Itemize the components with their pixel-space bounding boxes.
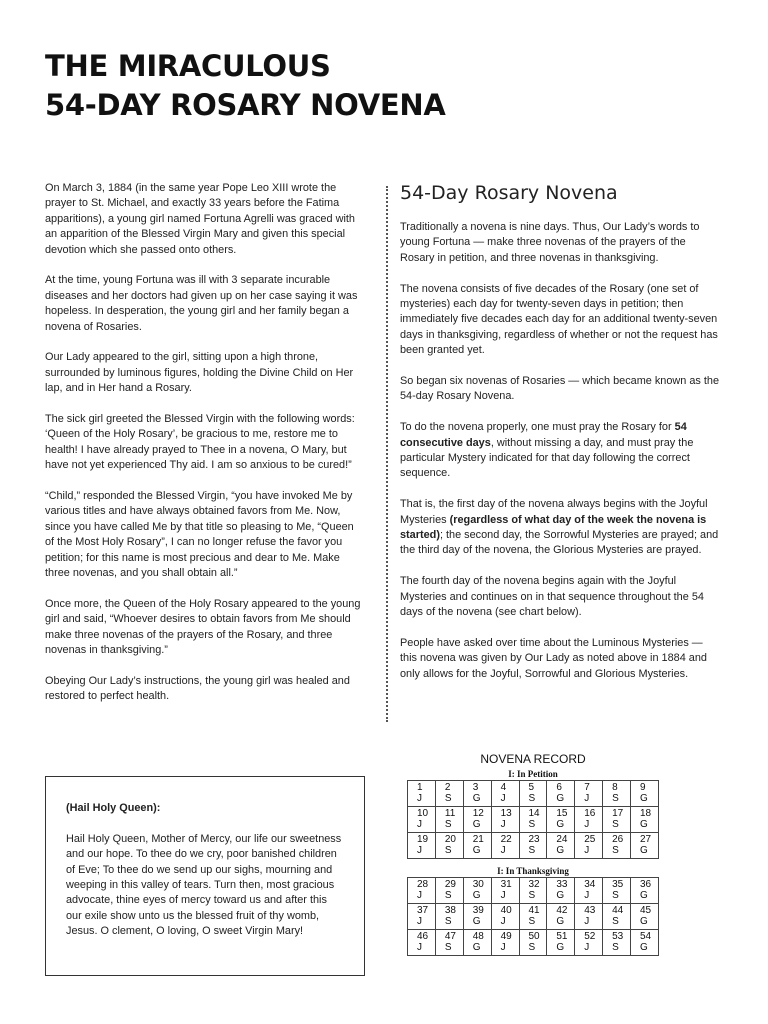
day-number: 28 — [417, 879, 429, 890]
day-number: 20 — [444, 834, 456, 845]
day-number: 53 — [612, 931, 624, 942]
day-number: 6 — [556, 782, 562, 793]
mystery-letter: G — [556, 942, 565, 953]
day-cell — [491, 781, 519, 807]
day-cell — [491, 833, 519, 859]
mystery-letter: J — [584, 916, 590, 927]
day-cell — [631, 833, 659, 859]
mystery-letter: S — [612, 793, 619, 804]
day-cell — [435, 904, 463, 930]
day-cell — [547, 878, 575, 904]
history-paragraph: Once more, the Queen of the Holy Rosary appeared to the young girl and said, “Whoever desires to obtain favors from Me should make three novenas of the prayers of the Rosary, and three novenas in thanksgiving.” — [45, 597, 361, 657]
day-cell — [491, 904, 519, 930]
day-cell — [575, 807, 603, 833]
text-run: To do the novena properly, one must pray the Rosary for — [400, 421, 675, 434]
grid-row — [408, 878, 659, 904]
mystery-letter: J — [417, 916, 422, 927]
history-paragraph: At the time, young Fortuna was ill with 3 separate incurable diseases and her doctors had given up on her case saying it was hopeless. In desperation, the young girl and her family began a novena of Rosaries. — [45, 274, 358, 333]
instruction-paragraph: People have asked over time about the Luminous Mysteries — this novena was given by Our Lady as noted above in 1884 and only allows for the Joyful, Sorrowful and Glorious Mysteries. — [400, 636, 707, 680]
day-number: 12 — [472, 808, 484, 819]
mystery-letter: S — [444, 942, 452, 953]
mystery-letter: J — [500, 845, 506, 856]
day-cell — [603, 807, 631, 833]
day-number: 50 — [528, 931, 540, 942]
mystery-letter: J — [584, 819, 590, 830]
day-number: 5 — [528, 782, 535, 793]
mystery-letter: J — [584, 793, 590, 804]
history-paragraph: The sick girl greeted the Blessed Virgin with the following words: ‘Queen of the Holy Rosary’, be gracious to me, restore me to health! I have already prayed to Thee in a novena, O Mary, but have not yet experienced Thy aid. I am so anxious to be cured!” — [45, 413, 355, 472]
day-cell — [603, 833, 631, 859]
history-paragraph: “Child,” responded the Blessed Virgin, “you have invoked Me by various titles and have always obtained favors from Me. Now, since you have called Me by that title so pleasing to Me, “Queen of the Most Holy Rosary”, I can no longer refuse the favor you petition; for this name is most precious and dear to Me. Make three novenas, and you shall obtain all.” — [45, 490, 354, 580]
instruction-paragraph — [400, 497, 722, 559]
day-cell — [575, 930, 603, 956]
grid-row — [408, 781, 659, 807]
page-title — [45, 47, 685, 125]
day-cell — [463, 833, 491, 859]
day-number: 23 — [528, 834, 540, 845]
mystery-letter: S — [444, 845, 452, 856]
day-number: 10 — [417, 808, 429, 819]
thanksgiving-grid — [407, 877, 659, 956]
day-number: 24 — [556, 834, 568, 845]
mystery-letter: S — [528, 890, 536, 901]
day-number: 46 — [417, 931, 429, 942]
day-number: 18 — [640, 808, 652, 819]
day-number: 25 — [584, 834, 596, 845]
prayer-heading: (Hail Holy Queen): — [66, 802, 161, 814]
day-number: 40 — [500, 905, 512, 916]
hail-holy-queen-box — [45, 776, 365, 976]
grid-row — [408, 807, 659, 833]
prayer-text: Hail Holy Queen, Mother of Mercy, our life our sweetness and our hope. To thee do we cry, poor banished children of Eve; To thee do we send up our sighs, mourning and weeping in this valley of tears. Turn then, most gracious advocate, thine eyes of mercy toward us and after this our exile show unto us the blessed fruit of thy womb, Jesus. O clement, O loving, O sweet Virgin Mary! — [66, 832, 342, 938]
instruction-paragraph: So began six novenas of Rosaries — which became known as the 54-day Rosary Novena. — [400, 375, 720, 403]
day-number: 51 — [556, 931, 568, 942]
day-cell — [631, 904, 659, 930]
day-cell — [463, 930, 491, 956]
thanksgiving-title: I: In Thanksgiving — [497, 866, 569, 876]
day-cell — [575, 781, 603, 807]
mystery-letter: G — [640, 916, 648, 927]
mystery-letter: J — [417, 793, 422, 804]
day-cell — [435, 807, 463, 833]
day-number: 11 — [444, 808, 456, 819]
day-number: 42 — [556, 905, 568, 916]
day-cell — [519, 807, 547, 833]
day-number: 49 — [500, 931, 512, 942]
mystery-letter: S — [612, 845, 619, 856]
day-number: 37 — [417, 905, 429, 916]
mystery-letter: G — [472, 793, 481, 804]
day-number: 36 — [640, 879, 652, 890]
day-number: 52 — [584, 931, 596, 942]
day-cell — [631, 930, 659, 956]
mystery-letter: S — [612, 916, 619, 927]
day-cell — [519, 930, 547, 956]
mystery-letter: J — [417, 845, 422, 856]
bold-text-run: 54 consecutive days — [400, 421, 687, 449]
mystery-letter: G — [556, 793, 565, 804]
day-cell — [519, 904, 547, 930]
day-cell — [603, 781, 631, 807]
day-cell — [463, 878, 491, 904]
day-number: 43 — [584, 905, 596, 916]
day-number: 9 — [640, 782, 646, 793]
history-column — [45, 181, 363, 720]
day-number: 31 — [500, 879, 512, 890]
instructions-column — [400, 180, 722, 697]
day-cell — [463, 807, 491, 833]
text-run: , without missing a day, and must pray the particular Mystery indicated for that day following the correct sequence. — [400, 436, 694, 480]
day-number: 45 — [640, 905, 652, 916]
day-cell — [547, 930, 575, 956]
day-cell — [491, 878, 519, 904]
day-number: 39 — [472, 905, 484, 916]
day-number: 3 — [472, 782, 479, 793]
day-cell — [547, 833, 575, 859]
day-number: 41 — [528, 905, 540, 916]
day-number: 32 — [528, 879, 540, 890]
day-number: 27 — [640, 834, 652, 845]
day-number: 2 — [444, 782, 451, 793]
mystery-letter: G — [640, 845, 648, 856]
day-number: 15 — [556, 808, 568, 819]
day-number: 34 — [584, 879, 596, 890]
mystery-letter: G — [640, 819, 648, 830]
day-number: 21 — [472, 834, 484, 845]
day-cell — [408, 878, 436, 904]
day-cell — [408, 807, 436, 833]
mystery-letter: S — [612, 942, 619, 953]
day-cell — [547, 904, 575, 930]
day-number: 16 — [584, 808, 596, 819]
mystery-letter: J — [500, 916, 506, 927]
day-number: 19 — [417, 834, 429, 845]
day-cell — [408, 781, 436, 807]
day-number: 44 — [612, 905, 624, 916]
mystery-letter: G — [472, 819, 481, 830]
day-cell — [631, 807, 659, 833]
day-cell — [575, 904, 603, 930]
day-number: 38 — [444, 905, 456, 916]
day-number: 48 — [472, 931, 484, 942]
mystery-letter: S — [444, 793, 452, 804]
day-cell — [603, 930, 631, 956]
day-cell — [408, 930, 436, 956]
day-number: 17 — [612, 808, 624, 819]
mystery-letter: J — [417, 890, 422, 901]
day-number: 33 — [556, 879, 568, 890]
day-cell — [603, 878, 631, 904]
mystery-letter: J — [417, 819, 422, 830]
day-cell — [435, 833, 463, 859]
mystery-letter: G — [640, 942, 648, 953]
day-number: 30 — [472, 879, 484, 890]
day-cell — [491, 807, 519, 833]
petition-title: I: In Petition — [508, 769, 558, 779]
day-cell — [547, 807, 575, 833]
day-number: 47 — [444, 931, 456, 942]
mystery-letter: G — [556, 845, 565, 856]
mystery-letter: S — [528, 845, 536, 856]
day-cell — [603, 904, 631, 930]
day-cell — [575, 833, 603, 859]
mystery-letter: S — [612, 890, 619, 901]
day-cell — [519, 833, 547, 859]
day-number: 26 — [612, 834, 624, 845]
day-cell — [631, 781, 659, 807]
text-run: ; the second day, the Sorrowful Mysteries are prayed; and the third day of the novena, the Glorious Mysteries are prayed. — [400, 529, 719, 557]
mystery-letter: J — [417, 942, 422, 953]
history-paragraph: On March 3, 1884 (in the same year Pope Leo XIII wrote the prayer to St. Michael, and exactly 33 years before the Fatima apparitions), a young girl named Fortuna Agrelli was graced with an apparition of the Blessed Virgin Mary and given this special devotion which she passed onto others. — [45, 182, 355, 256]
mystery-letter: S — [528, 916, 536, 927]
day-number: 1 — [417, 782, 423, 793]
novena-record-title: NOVENA RECORD — [480, 752, 586, 766]
text-run: That is, the first day of the novena always begins with the Joyful Mysteries — [400, 498, 708, 526]
mystery-letter: J — [500, 890, 506, 901]
day-cell — [408, 904, 436, 930]
day-number: 29 — [444, 879, 456, 890]
bold-text-run: (regardless of what day of the week the novena is started) — [400, 513, 707, 542]
mystery-letter: J — [584, 845, 590, 856]
day-number: 14 — [528, 808, 540, 819]
mystery-letter: S — [528, 793, 536, 804]
day-cell — [631, 878, 659, 904]
mystery-letter: G — [640, 793, 648, 804]
column-divider — [386, 186, 388, 722]
instruction-paragraph: Traditionally a novena is nine days. Thus, Our Lady’s words to young Fortuna — make three novenas of the prayers of the Rosary in petition, and three novenas in thanksgiving. — [400, 221, 700, 264]
instruction-paragraph: The fourth day of the novena begins again with the Joyful Mysteries and continues on in that sequence throughout the 54 days of the novena (see chart below). — [400, 575, 704, 619]
mystery-letter: S — [444, 916, 452, 927]
day-cell — [519, 781, 547, 807]
day-cell — [519, 878, 547, 904]
title-line-2: 54-DAY ROSARY NOVENA — [45, 88, 446, 122]
petition-grid — [407, 780, 659, 859]
mystery-letter: J — [584, 890, 590, 901]
mystery-letter: G — [472, 942, 481, 953]
mystery-letter: G — [640, 890, 648, 901]
mystery-letter: G — [556, 916, 565, 927]
mystery-letter: J — [500, 793, 506, 804]
day-cell — [463, 904, 491, 930]
grid-row — [408, 904, 659, 930]
mystery-letter: G — [472, 890, 481, 901]
day-cell — [435, 781, 463, 807]
day-number: 7 — [584, 782, 590, 793]
mystery-letter: J — [584, 942, 590, 953]
day-cell — [408, 833, 436, 859]
mystery-letter: G — [556, 819, 565, 830]
day-number: 8 — [612, 782, 618, 793]
day-cell — [435, 878, 463, 904]
day-number: 35 — [612, 879, 624, 890]
history-paragraph: Obeying Our Lady’s instructions, the young girl was healed and restored to perfect health. — [45, 674, 350, 703]
day-cell — [435, 930, 463, 956]
day-cell — [491, 930, 519, 956]
day-cell — [547, 781, 575, 807]
mystery-letter: S — [528, 942, 536, 953]
mystery-letter: S — [444, 819, 452, 830]
mystery-letter: J — [500, 819, 506, 830]
day-cell — [463, 781, 491, 807]
mystery-letter: S — [444, 890, 452, 901]
day-number: 22 — [500, 834, 512, 845]
novena-record — [407, 752, 659, 956]
mystery-letter: G — [556, 890, 565, 901]
day-number: 4 — [500, 782, 507, 793]
grid-row — [408, 833, 659, 859]
mystery-letter: G — [472, 916, 481, 927]
day-cell — [575, 878, 603, 904]
mystery-letter: S — [612, 819, 619, 830]
grid-row — [408, 930, 659, 956]
mystery-letter: S — [528, 819, 536, 830]
mystery-letter: G — [472, 845, 481, 856]
section-heading: 54-Day Rosary Novena — [400, 182, 618, 204]
instruction-paragraph: The novena consists of five decades of the Rosary (one set of mysteries) each day for twenty-seven days in petition; then immediately five decades each day for an additional twenty-seven days in thanksgiving, regardless of whether or not the request has been granted yet. — [400, 282, 718, 357]
day-number: 13 — [500, 808, 512, 819]
day-number: 54 — [640, 931, 652, 942]
title-line-1: THE MIRACULOUS — [45, 49, 331, 83]
instruction-paragraph — [400, 420, 722, 482]
mystery-letter: J — [500, 942, 506, 953]
history-paragraph: Our Lady appeared to the girl, sitting upon a high throne, surrounded by luminous figures, holding the Divine Child on Her lap, and in Her hand a Rosary. — [45, 351, 354, 395]
